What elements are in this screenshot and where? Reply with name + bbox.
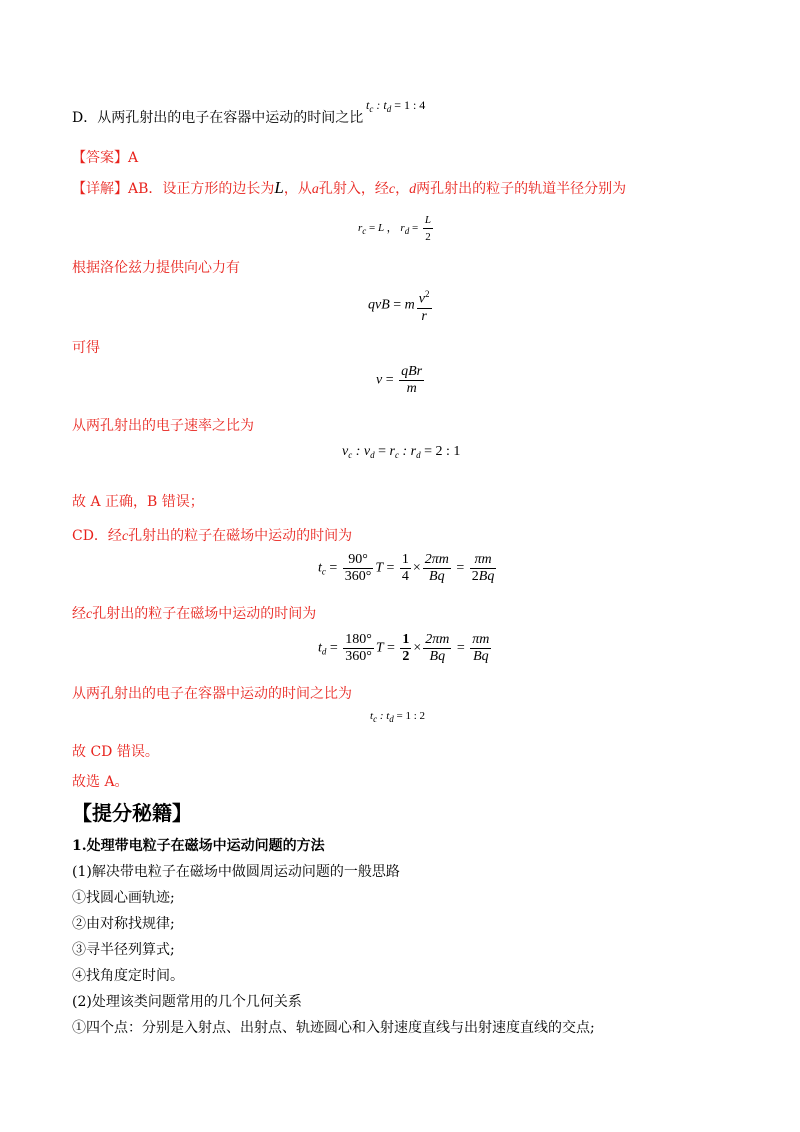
speed-ratio-line: 从两孔射出的电子速率之比为: [72, 418, 254, 434]
tips-step-3: ③寻半径列算式;: [72, 942, 175, 958]
tips-title: 【提分秘籍】: [72, 801, 192, 825]
time-ratio-line: 从两孔射出的电子在容器中运动的时间之比为: [72, 686, 352, 702]
time-ratio-equation: $t_c$ : $t_d = 1$ : 2: [370, 710, 426, 724]
lorentz-line: 根据洛伦兹力提供向心力有: [72, 260, 240, 276]
option-d-formula: $t_c$ : $t_d = 1$ : 4: [366, 98, 426, 114]
tips-paragraph-2: (2)处理该类问题常用的几个几何关系: [72, 994, 302, 1010]
tips-step-2: ②由对称找规律;: [72, 916, 175, 932]
thus-line: 可得: [72, 340, 100, 356]
tips-heading-1: 1.处理带电粒子在磁场中运动问题的方法: [72, 838, 325, 854]
detail-intro-text: AB．设正方形的边长为: [128, 181, 275, 197]
cd2-b: 孔射出的粒子在磁场中运动的时间为: [92, 606, 317, 622]
detail-mid3: ，: [395, 181, 410, 197]
conclusion-cd: 故 CD 错误。: [72, 744, 159, 760]
cd-var-c: c: [121, 529, 129, 544]
var-c: c: [388, 182, 396, 197]
var-d: d: [409, 182, 417, 197]
speed-equation: v = $\frac{\text{qBr}}{m}$: [376, 364, 423, 396]
detail-intro: [72, 178, 626, 200]
cd-second-line: [72, 604, 316, 625]
tc-equation: $t_c$ = $\frac{90^\circ}{360^\circ}$ T = $\frac{1}{4}$ × $\frac{2\pi m}{Bq}$ = $\frac{\pi m}{2Bq}$: [318, 552, 495, 584]
choose-line: 故选 A。: [72, 774, 129, 790]
cd-intro-b: 孔射出的粒子在磁场中运动的时间为: [128, 528, 353, 544]
tips-paragraph-1: (1)解决带电粒子在磁场中做圆周运动问题的一般思路: [72, 864, 400, 880]
tips-step-1: ①找圆心画轨迹;: [72, 890, 175, 906]
option-d: [72, 108, 363, 128]
radii-equation: $r_c = L$ ， $r_d$ = $\frac{L}{2}$: [358, 214, 432, 243]
detail-mid1: ，从: [283, 181, 312, 197]
tips-step-5: ①四个点：分别是入射点、出射点、轨迹圆心和入射速度直线与出射速度直线的交点;: [72, 1020, 595, 1036]
conclusion-ab: 故 A 正确，B 错误；: [72, 494, 204, 510]
cd2-a: 经: [72, 606, 86, 622]
answer-label: 【答案】: [72, 150, 128, 166]
detail-mid4: 两孔射出的粒子的轨道半径分别为: [416, 181, 627, 197]
detail-mid2: 孔射入，经: [318, 181, 389, 197]
cd2-var-c: c: [86, 607, 93, 622]
option-d-text: D．从两孔射出的电子在容器中运动的时间之比: [72, 110, 364, 126]
cd-intro-a: CD．经: [72, 528, 122, 544]
lorentz-equation: qvB = m $\frac{v^2}{r}$: [368, 289, 430, 324]
answer-line: [72, 148, 138, 168]
var-a: a: [311, 182, 319, 197]
cd-intro-line: [72, 526, 352, 547]
speed-ratio-equation: $v_c$ : $v_d = r_c$ : $r_d = 2$ : 1: [342, 444, 461, 460]
tips-step-4: ④找角度定时间。: [72, 968, 184, 984]
td-equation: $t_d$ = $\frac{180^\circ}{360^\circ}$ T = $\frac{1}{2}$ × $\frac{2\pi m}{Bq}$ = $\frac{\pi m}{Bq}$: [318, 632, 490, 664]
answer-value: A: [128, 150, 139, 166]
var-L: L: [274, 178, 284, 197]
detail-label: 【详解】: [72, 181, 128, 197]
